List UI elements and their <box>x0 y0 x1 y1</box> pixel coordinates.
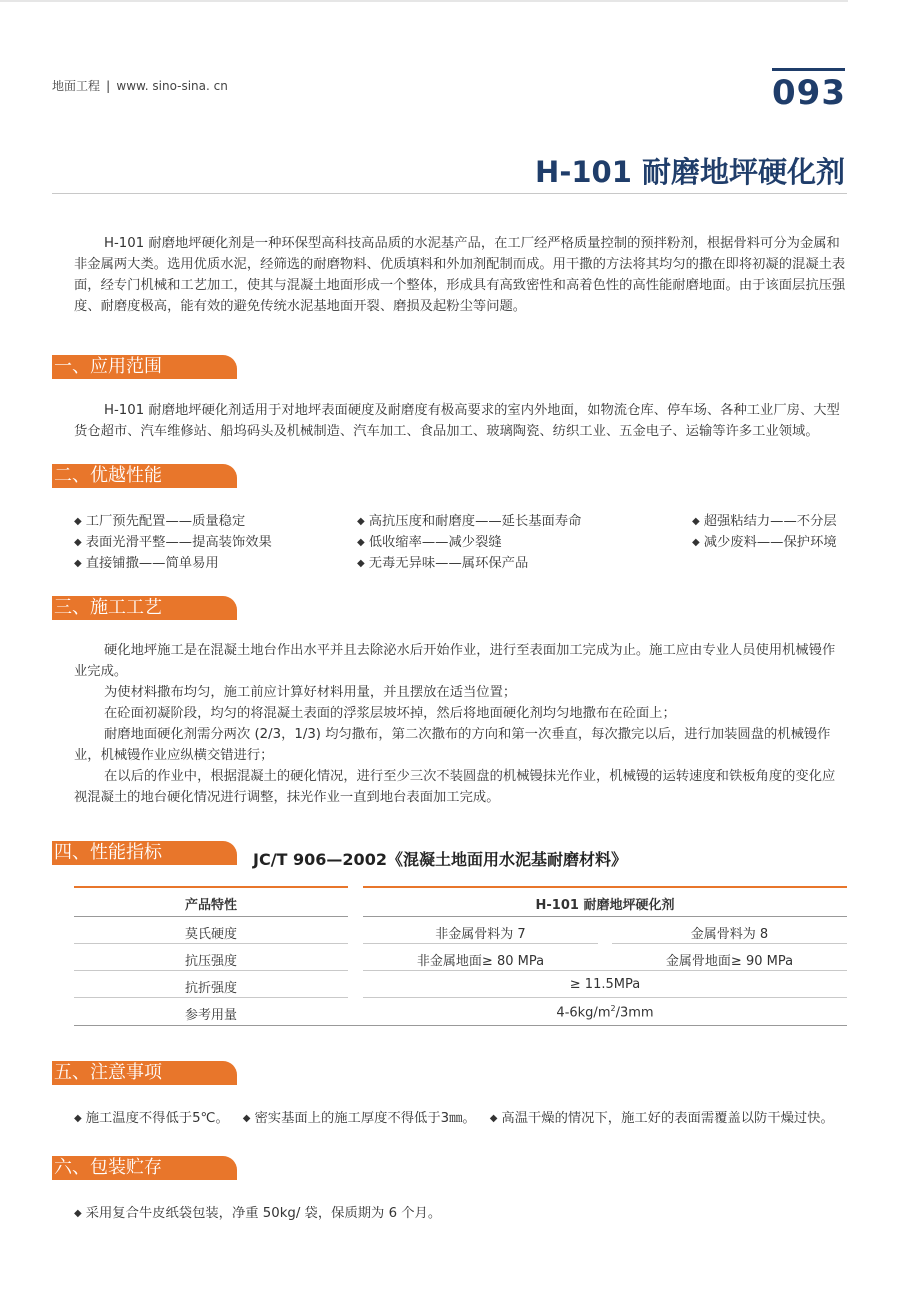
diamond-bullet-icon: ◆ <box>357 516 365 527</box>
running-header <box>52 77 228 94</box>
diamond-bullet-icon: ◆ <box>74 1208 82 1219</box>
table-row-label: 参考用量 <box>184 1008 237 1023</box>
advantage-item: ◆ 低收缩率——减少裂缝 <box>357 535 502 550</box>
table-cell: 金属骨料为 8 <box>690 927 769 942</box>
packaging-item: ◆ 采用复合牛皮纸袋包装，净重 50kg/ 袋，保质期为 6 个月。 <box>74 1206 442 1221</box>
top-rule <box>0 0 848 2</box>
diamond-bullet-icon: ◆ <box>357 537 365 548</box>
advantage-item: ◆ 减少废料——保护环境 <box>692 535 837 550</box>
note-item: ◆ 高温干燥的情况下，施工好的表面需覆盖以防干燥过快。 <box>489 1111 834 1126</box>
diamond-bullet-icon: ◆ <box>74 558 82 569</box>
standard-title: JC/T 906—2002《混凝土地面用水泥基耐磨材料》 <box>253 850 627 869</box>
section-header-application: 一、应用范围 <box>52 355 237 379</box>
advantage-item: ◆ 超强粘结力——不分层 <box>692 514 837 529</box>
application-paragraph: H-101 耐磨地坪硬化剂适用于对地坪表面硬度及耐磨度有极高要求的室内外地面，如物流仓库、停车场、各种工业厂房、大型货仓超市、汽车维修站、船坞码头及机械制造、汽车加工、食品加工、玻璃陶瓷、纺织工业、五金电子、运输等许多工业领域。 <box>74 403 840 439</box>
intro-paragraph: H-101 耐磨地坪硬化剂是一种环保型高科技高品质的水泥基产品，在工厂经严格质量控制的预拌粉剂，根据骨料可分为金属和非金属两大类。选用优质水泥，经筛选的耐磨物料、优质填料和外加剂配制而成。用干撒的方法将其均匀的撒在即将初凝的混凝土表面，经专门机械和工艺加工，使其与混凝土地面形成一个整体，形成具有高致密性和高着色性的高性能耐磨地面。由于该面层抗压强度、耐磨度极高，能有效的避免传统水泥基地面开裂、磨损及起粉尘等问题。 <box>74 236 846 314</box>
table-row-rule <box>612 943 847 944</box>
title-rule <box>52 193 847 194</box>
table-cell: ≥ 11.5MPa <box>569 977 641 992</box>
table-row-rule <box>74 997 348 998</box>
diamond-bullet-icon: ◆ <box>74 537 82 548</box>
diamond-bullet-icon: ◆ <box>692 537 700 548</box>
process-paragraph: 耐磨地面硬化剂需分两次 (2/3，1/3) 均匀撒布，第二次撒布的方向和第一次垂直，每次撒完以后，进行加装圆盘的机械镘作业，机械镘作业应纵横交错进行； <box>74 727 831 763</box>
section-header-process: 三、施工工艺 <box>52 596 237 620</box>
header-category: 地面工程 <box>52 79 101 93</box>
process-paragraph: 为使材料撒布均匀，施工前应计算好材料用量，并且摆放在适当位置； <box>104 685 517 700</box>
advantage-item: ◆ 表面光滑平整——提高装饰效果 <box>74 535 272 550</box>
table-row-label: 莫氏硬度 <box>184 927 237 942</box>
table-header-rule <box>74 916 348 917</box>
page-number-bar <box>772 68 845 71</box>
process-paragraph: 在砼面初凝阶段，均匀的将混凝土表面的浮浆层坡坏掉，然后将地面硬化剂均匀地撒布在砼面上； <box>104 706 676 721</box>
page-number: 093 <box>772 73 846 113</box>
process-paragraph: 在以后的作业中，根据混凝土的硬化情况，进行至少三次不装圆盘的机械镘抹光作业，机械镘的运转速度和铁板角度的变化应视混凝土的地台硬化情况进行调整，抹光作业一直到地台表面加工完成。 <box>74 769 836 805</box>
note-item: ◆ 施工温度不得低于5℃。 <box>74 1111 229 1126</box>
table-row-label: 抗折强度 <box>184 981 237 996</box>
table-row-rule <box>74 943 348 944</box>
table-top-rule <box>74 886 348 888</box>
notes-list <box>74 1107 834 1126</box>
table-header-cell: H-101 耐磨地坪硬化剂 <box>535 898 675 913</box>
advantage-item: ◆ 无毒无异味——属环保产品 <box>357 556 529 571</box>
section-header-performance: 四、性能指标 <box>52 841 237 865</box>
note-item: ◆ 密实基面上的施工厚度不得低于3㎜。 <box>242 1111 476 1126</box>
table-cell: 非金属地面≥ 80 MPa <box>416 954 545 969</box>
diamond-bullet-icon: ◆ <box>74 516 82 527</box>
advantage-item: ◆ 直接铺撒——简单易用 <box>74 556 219 571</box>
section-header-advantages: 二、优越性能 <box>52 464 237 488</box>
table-top-rule <box>363 886 847 888</box>
table-header-rule <box>363 916 847 917</box>
table-row-label: 抗压强度 <box>184 954 237 969</box>
table-bottom-rule <box>74 1025 847 1026</box>
table-row-rule <box>74 970 348 971</box>
table-row-rule <box>363 997 847 998</box>
table-header-cell: 产品特性 <box>184 898 237 913</box>
table-cell: 金属骨地面≥ 90 MPa <box>665 954 794 969</box>
table-row-rule <box>363 970 847 971</box>
page-title: H-101 耐磨地坪硬化剂 <box>535 155 845 189</box>
header-website[interactable]: www. sino-sina. cn <box>116 79 228 93</box>
diamond-bullet-icon: ◆ <box>242 1113 251 1124</box>
section-header-packaging: 六、包装贮存 <box>52 1156 237 1180</box>
process-paragraph: 硬化地坪施工是在混凝土地台作出水平并且去除泌水后开始作业，进行至表面加工完成为止。施工应由专业人员使用机械镘作业完成。 <box>74 643 836 679</box>
diamond-bullet-icon: ◆ <box>357 558 365 569</box>
diamond-bullet-icon: ◆ <box>489 1113 498 1124</box>
section-header-notes: 五、注意事项 <box>52 1061 237 1085</box>
diamond-bullet-icon: ◆ <box>692 516 700 527</box>
diamond-bullet-icon: ◆ <box>74 1113 82 1124</box>
advantage-item: ◆ 工厂预先配置——质量稳定 <box>74 514 246 529</box>
table-row-rule <box>363 943 598 944</box>
table-cell: $4-6kg/m^2/3mm$ <box>556 1004 654 1021</box>
table-cell: 非金属骨料为 7 <box>435 927 526 942</box>
header-separator: | <box>106 79 111 93</box>
advantage-item: ◆ 高抗压度和耐磨度——延长基面寿命 <box>357 514 582 529</box>
